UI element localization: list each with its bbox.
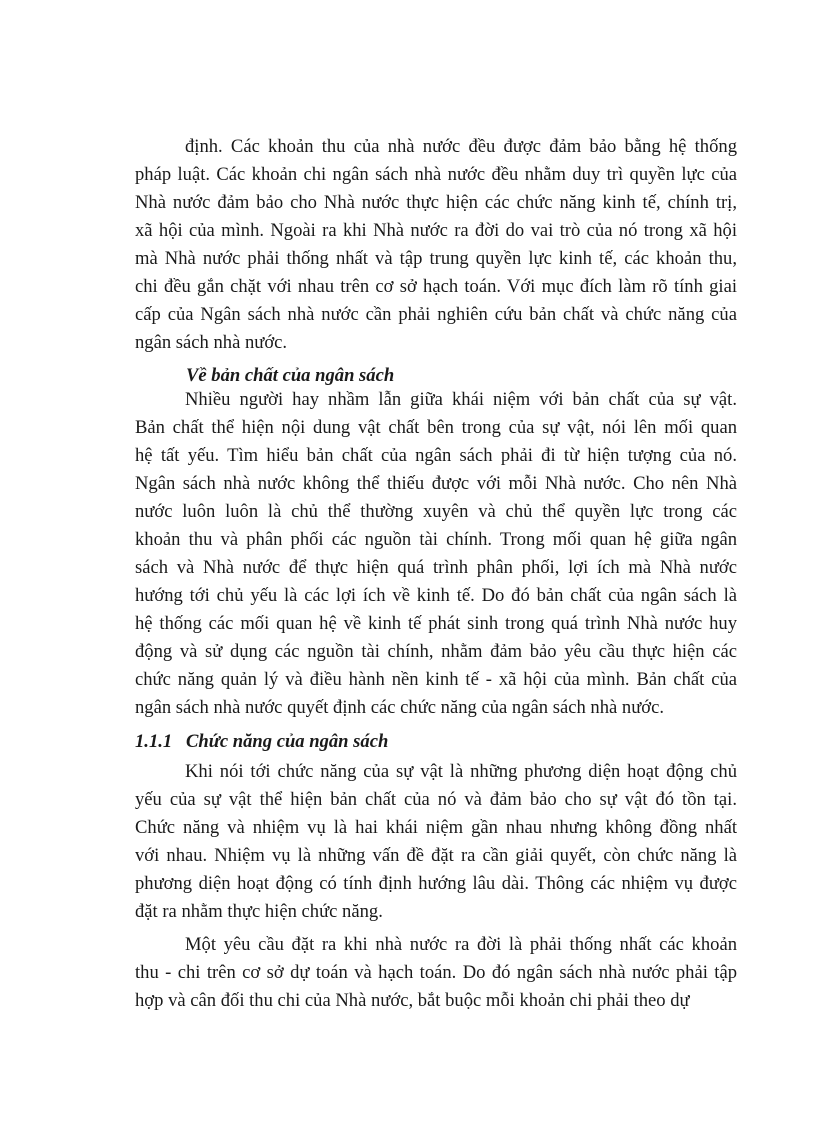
text-line: hướng tới chủ yếu là các lợi ích về kinh tế. Do đó bản chất của ngân sách là [135,585,737,606]
text-line: thu - chi trên cơ sở dự toán và hạch toán. Do đó ngân sách nhà nước phải tập [135,962,737,983]
text-line: với nhau. Nhiệm vụ là những vấn đề đặt ra cần giải quyết, còn chức năng là [135,845,737,866]
text-line: hệ tất yếu. Tìm hiểu bản chất của ngân sách phải đi từ hiện tượng của nó. [135,445,737,466]
text-line: định. Các khoản thu của nhà nước đều được đảm bảo bằng hệ thống [185,136,737,157]
section-title: Chức năng của ngân sách [186,731,389,752]
text-line: Khi nói tới chức năng của sự vật là những phương diện hoạt động chủ [185,761,737,782]
text-line: đặt ra nhằm thực hiện chức năng. [135,901,383,922]
text-line: hệ thống các mối quan hệ về kinh tế phát sinh trong quá trình Nhà nước huy [135,613,737,634]
text-line: chi đều gắn chặt với nhau trên cơ sở hạch toán. Với mục đích làm rõ tính giai [135,276,737,297]
text-line: ngân sách nhà nước quyết định các chức năng của ngân sách nhà nước. [135,697,665,718]
text-line: mà Nhà nước phải thống nhất và tập trung quyền lực kinh tế, các khoản thu, [135,248,737,269]
text-line: chức năng quản lý và điều hành nền kinh tế - xã hội của mình. Bản chất của [135,669,737,690]
text-line: yếu của sự vật thể hiện bản chất của nó và đảm bảo cho sự vật đó tồn tại. [135,789,737,810]
text-line: Một yêu cầu đặt ra khi nhà nước ra đời là phải thống nhất các khoản [185,934,737,955]
text-line: pháp luật. Các khoản chi ngân sách nhà nước đều nhằm duy trì quyền lực của [135,164,737,185]
text-line: nước luôn luôn là chủ thể thường xuyên và chủ thể quyền lực trong các [135,501,737,522]
text-line: ngân sách nhà nước. [135,332,288,353]
text-line: cấp của Ngân sách nhà nước cần phải nghiên cứu bản chất và chức năng của [135,304,737,325]
subheading-nature: Về bản chất của ngân sách [186,365,395,386]
text-line: khoản thu và phân phối các nguồn tài chính. Trong mối quan hệ giữa ngân [135,529,737,550]
text-line: động và sử dụng các nguồn tài chính, nhằm đảm bảo yêu cầu thực hiện các [135,641,737,662]
text-line: Bản chất thể hiện nội dung vật chất bên trong của sự vật, nói lên mối quan [135,417,737,438]
text-line: hợp và cân đối thu chi của Nhà nước, bắt buộc mỗi khoản chi phải theo dự [135,990,690,1011]
text-line: Nhiều người hay nhầm lẫn giữa khái niệm với bản chất của sự vật. [185,389,737,410]
text-line: sách và Nhà nước để thực hiện quá trình phân phối, lợi ích mà Nhà nước [135,557,737,578]
text-line: Ngân sách nhà nước không thể thiếu được với mỗi Nhà nước. Cho nên Nhà [135,473,737,494]
text-line: Chức năng và nhiệm vụ là hai khái niệm gần nhau nhưng không đồng nhất [135,817,737,838]
text-line: phương diện hoạt động có tính định hướng lâu dài. Thông các nhiệm vụ được [135,873,737,894]
section-number: 1.1.1 [135,731,173,752]
text-line: xã hội của mình. Ngoài ra khi Nhà nước ra đời do vai trò của nó trong xã hội [135,220,737,241]
text-line: Nhà nước đảm bảo cho Nhà nước thực hiện các chức năng kinh tế, chính trị, [135,192,737,213]
